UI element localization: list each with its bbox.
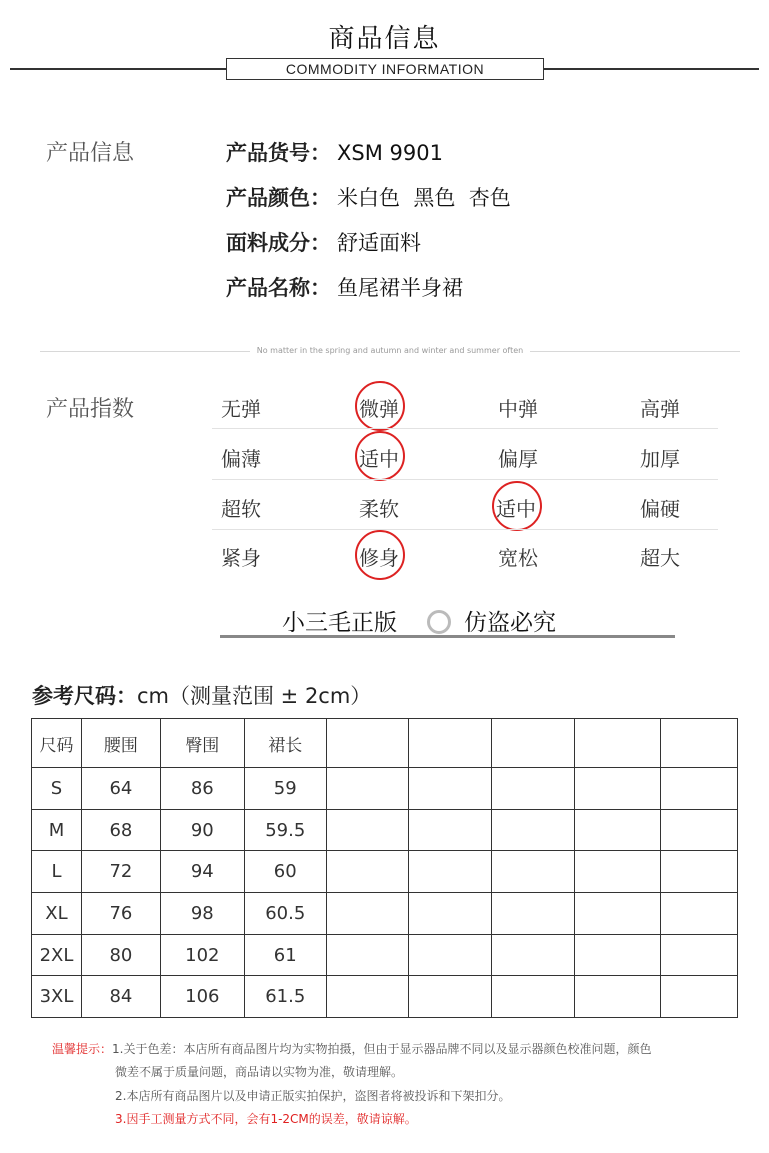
table-cell <box>492 934 575 976</box>
info-key: 产品货号： <box>226 141 331 165</box>
table-row <box>32 976 738 1018</box>
selected-circle <box>355 530 405 580</box>
table-header-row <box>32 719 738 768</box>
table-cell <box>661 768 738 810</box>
table-cell <box>326 768 408 810</box>
table-cell <box>575 768 661 810</box>
notes-line-1b: 微差不属于质量问题，商品请以实物为准，敬请理解。 <box>115 1065 404 1079</box>
table-cell: M <box>32 809 82 851</box>
table-cell: 61.5 <box>244 976 326 1018</box>
notes-line-3: 3.因手工测量方式不同，会有1-2CM的误差，敬请谅解。 <box>115 1112 417 1126</box>
info-value: 鱼尾裙半身裙 <box>337 276 463 300</box>
table-cell <box>492 851 575 893</box>
product-info-label: 产品信息 <box>46 141 135 166</box>
table-row <box>32 934 738 976</box>
index-option: 修身 <box>359 546 399 570</box>
table-cell: 2XL <box>32 934 82 976</box>
selected-circle <box>355 381 405 431</box>
table-cell: 106 <box>160 976 244 1018</box>
table-cell: 98 <box>160 893 244 935</box>
table-cell <box>408 768 492 810</box>
info-key: 产品名称： <box>226 276 331 300</box>
table-cell <box>492 976 575 1018</box>
slogan-right: 仿盗必究 <box>464 610 556 636</box>
index-row-divider <box>212 428 718 429</box>
table-header-cell <box>661 719 738 768</box>
index-option: 柔软 <box>359 497 399 521</box>
table-cell: 68 <box>81 809 160 851</box>
notes-label: 温馨提示： <box>52 1042 113 1056</box>
info-row-name <box>226 272 463 302</box>
table-cell <box>326 851 408 893</box>
index-option: 超软 <box>221 497 261 521</box>
table-cell <box>408 976 492 1018</box>
index-option: 中弹 <box>498 397 538 421</box>
index-option: 高弹 <box>640 397 680 421</box>
table-cell <box>326 934 408 976</box>
table-cell: 84 <box>81 976 160 1018</box>
table-cell <box>492 893 575 935</box>
table-header-cell: 臀围 <box>160 719 244 768</box>
info-value: 米白色 黑色 杏色 <box>337 186 511 210</box>
index-option: 偏硬 <box>640 497 680 521</box>
table-cell <box>575 934 661 976</box>
table-header-cell: 尺码 <box>32 719 82 768</box>
index-option: 适中 <box>359 447 399 471</box>
notes-line-2: 2.本店所有商品图片以及申请正版实拍保护，盗图者将被投诉和下架扣分。 <box>115 1089 511 1103</box>
table-cell: 59.5 <box>244 809 326 851</box>
page-title: 商品信息 <box>328 24 441 54</box>
info-key: 产品颜色： <box>226 186 331 210</box>
table-cell <box>408 851 492 893</box>
index-option: 紧身 <box>221 546 261 570</box>
notes-text: 1.关于色差：本店所有商品图片均为实物拍摄，但由于显示器品牌不同以及显示器颜色校准问题，颜色 <box>112 1042 652 1056</box>
table-cell: 72 <box>81 851 160 893</box>
info-row-fabric <box>226 227 421 257</box>
table-cell <box>492 809 575 851</box>
index-option: 加厚 <box>640 447 680 471</box>
info-key: 面料成分： <box>226 231 331 255</box>
table-cell: 76 <box>81 893 160 935</box>
table-row <box>32 809 738 851</box>
index-row-divider <box>212 479 718 480</box>
index-option: 偏厚 <box>498 447 538 471</box>
index-row-divider <box>212 529 718 530</box>
table-cell: S <box>32 768 82 810</box>
index-option: 微弹 <box>359 397 399 421</box>
table-cell: 94 <box>160 851 244 893</box>
table-cell <box>661 893 738 935</box>
table-header-cell: 腰围 <box>81 719 160 768</box>
table-cell: 60 <box>244 851 326 893</box>
slogan-left: 小三毛正版 <box>282 610 397 636</box>
table-header-cell <box>326 719 408 768</box>
table-cell <box>661 976 738 1018</box>
table-cell: 80 <box>81 934 160 976</box>
table-cell <box>661 851 738 893</box>
table-cell: 64 <box>81 768 160 810</box>
table-cell: 86 <box>160 768 244 810</box>
header-subtitle: COMMODITY INFORMATION <box>226 58 544 80</box>
table-cell: 61 <box>244 934 326 976</box>
table-cell <box>326 809 408 851</box>
index-option: 适中 <box>496 497 536 521</box>
selected-circle <box>355 431 405 481</box>
index-option: 偏薄 <box>221 447 261 471</box>
table-cell <box>492 768 575 810</box>
size-table <box>31 718 738 1018</box>
table-cell <box>661 809 738 851</box>
size-chart-title <box>32 680 371 710</box>
size-chart-title-bold: 参考尺码： <box>32 684 137 708</box>
table-cell <box>408 893 492 935</box>
index-option: 无弹 <box>221 397 261 421</box>
index-option: 宽松 <box>498 546 538 570</box>
tagline: No matter in the spring and autumn and winter and summer often <box>250 344 530 358</box>
info-row-sku <box>226 137 443 167</box>
circle-icon <box>427 610 451 634</box>
index-option: 超大 <box>640 546 680 570</box>
table-cell: XL <box>32 893 82 935</box>
table-cell <box>575 893 661 935</box>
info-value: XSM 9901 <box>337 141 443 165</box>
table-row <box>32 851 738 893</box>
table-header-cell <box>408 719 492 768</box>
table-header-cell: 裙长 <box>244 719 326 768</box>
table-cell <box>661 934 738 976</box>
table-cell: 90 <box>160 809 244 851</box>
size-chart-title-unit: cm（测量范围 ± 2cm） <box>137 684 372 708</box>
table-cell <box>326 893 408 935</box>
table-cell <box>575 976 661 1018</box>
notes-line-1 <box>52 1040 651 1057</box>
table-cell <box>326 976 408 1018</box>
table-cell: 60.5 <box>244 893 326 935</box>
table-row <box>32 893 738 935</box>
selected-circle <box>492 481 542 531</box>
table-cell: 59 <box>244 768 326 810</box>
table-cell <box>575 809 661 851</box>
table-cell: L <box>32 851 82 893</box>
table-row <box>32 768 738 810</box>
table-cell: 102 <box>160 934 244 976</box>
product-index-label: 产品指数 <box>46 397 135 422</box>
table-header-cell <box>575 719 661 768</box>
table-header-cell <box>492 719 575 768</box>
info-value: 舒适面料 <box>337 231 421 255</box>
table-cell <box>408 934 492 976</box>
table-cell <box>575 851 661 893</box>
table-cell <box>408 809 492 851</box>
table-cell: 3XL <box>32 976 82 1018</box>
info-row-color <box>226 182 511 212</box>
